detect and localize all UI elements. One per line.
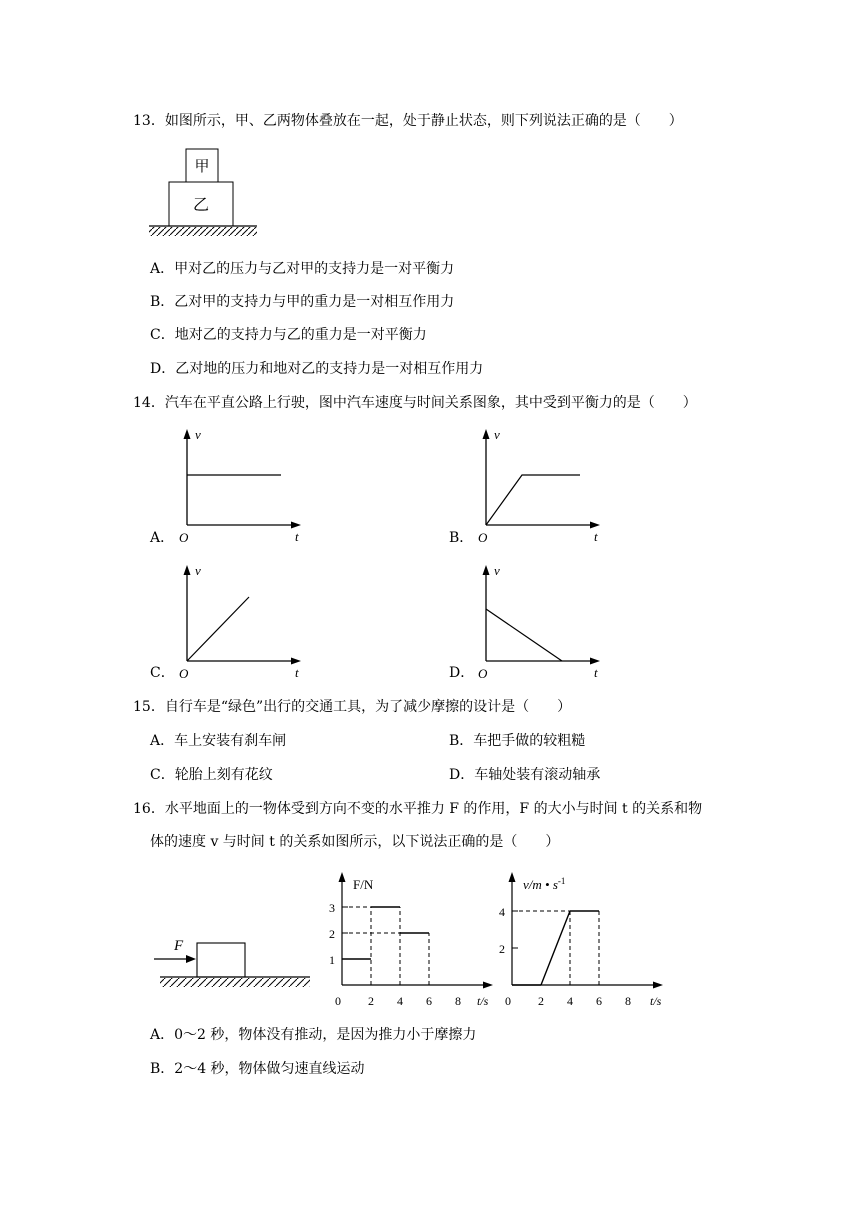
graph-d-line [486, 609, 562, 661]
x-axis-label: t [295, 529, 299, 544]
ft-x-tick-label: 6 [426, 994, 432, 1008]
vt-data-segment [541, 911, 570, 985]
q14-graph-d [474, 561, 609, 679]
upper-block-label: 甲 [194, 159, 210, 175]
ft-y-tick-label: 2 [329, 927, 335, 941]
ft-plot-layer [329, 901, 461, 1008]
lower-block-label: 乙 [192, 197, 210, 214]
vt-x-tick-label: 4 [567, 994, 573, 1008]
y-axis-label: v [494, 563, 500, 578]
x-axis-label: t [295, 665, 299, 680]
q16-push-figure [150, 930, 320, 1000]
ft-x-tick-label: 8 [455, 994, 461, 1008]
force-label: F [174, 938, 184, 954]
ft-x-axis-label: t/s [477, 994, 489, 1008]
q15-option-d: D．车轴处装有滚动轴承 [449, 767, 601, 783]
pushed-block [197, 943, 245, 977]
q15-option-c: C．轮胎上刻有花纹 [150, 767, 273, 783]
origin-label: O [478, 530, 488, 545]
x-axis-label: t [594, 665, 598, 680]
q14-option-c-label: C． [150, 665, 175, 681]
ft-y-axis-label: F/N [353, 877, 374, 892]
ft-x-tick-label: 2 [368, 994, 374, 1008]
vt-x-tick-label: 2 [538, 994, 544, 1008]
vt-y-axis-label [523, 876, 565, 892]
ft-y-tick-label: 3 [329, 901, 335, 915]
vt-y-tick-label: 2 [499, 942, 505, 956]
q16-force-time-graph [325, 868, 505, 1008]
vt-x-tick-label: 6 [596, 994, 602, 1008]
q14-option-d-label: D． [449, 665, 475, 681]
graph-b-line [486, 475, 580, 525]
graph-c-line [187, 597, 249, 661]
ft-x-tick-label: 4 [397, 994, 403, 1008]
origin-label: O [179, 666, 189, 681]
origin-label: O [478, 666, 488, 681]
ft-x-tick-label: 0 [335, 994, 341, 1008]
q13-stacked-blocks-figure [140, 145, 270, 245]
ft-y-tick-label: 1 [329, 953, 335, 967]
vt-y-axis-label-sup: -1 [557, 876, 566, 886]
q13-option-d: D．乙对地的压力和地对乙的支持力是一对相互作用力 [150, 361, 484, 377]
vt-x-tick-label: 0 [505, 994, 511, 1008]
q13-option-a: A．甲对乙的压力与乙对甲的支持力是一对平衡力 [150, 261, 455, 277]
q14-option-a-label: A． [150, 530, 175, 546]
q15-option-a: A．车上安装有刹车闸 [150, 733, 287, 749]
y-axis-label: v [195, 427, 201, 442]
q16-option-a: A．0～2 秒，物体没有推动，是因为推力小于摩擦力 [150, 1027, 477, 1043]
vt-y-tick-label: 4 [499, 905, 505, 919]
q16-option-b: B．2～4 秒，物体做匀速直线运动 [150, 1061, 365, 1077]
ground-hatching [149, 227, 257, 236]
q16-stem-line1: 16．水平地面上的一物体受到方向不变的水平推力 F 的作用，F 的大小与时间 t 的关系和物 [133, 801, 703, 817]
q15-stem: 15．自行车是“绿色”出行的交通工具，为了减少摩擦的设计是（ ） [133, 699, 572, 715]
q13-stem: 13．如图所示，甲、乙两物体叠放在一起，处于静止状态，则下列说法正确的是（ ） [133, 113, 683, 129]
x-axis-label: t [594, 529, 598, 544]
q15-option-b: B．车把手做的较粗糙 [449, 733, 586, 749]
q16-stem-line2: 体的速度 v 与时间 t 的关系如图所示，以下说法正确的是（ ） [150, 834, 560, 850]
q14-graph-b [474, 425, 609, 543]
q14-graph-c [175, 561, 310, 679]
y-axis-label: v [494, 427, 500, 442]
q13-option-c: C．地对乙的支持力与乙的重力是一对平衡力 [150, 327, 427, 343]
origin-label: O [179, 530, 189, 545]
y-axis-label: v [195, 563, 201, 578]
vt-plot-layer [499, 905, 631, 1008]
q14-graph-a [175, 425, 310, 543]
q16-velocity-time-graph [495, 868, 685, 1008]
vt-x-axis-label: t/s [650, 994, 662, 1008]
vt-x-tick-label: 8 [625, 994, 631, 1008]
vt-y-axis-label-text: v/m • s [523, 877, 558, 892]
q14-option-b-label: B． [449, 530, 474, 546]
ground-hatching [160, 978, 310, 987]
q13-option-b: B．乙对甲的支持力与甲的重力是一对相互作用力 [150, 294, 455, 310]
q14-stem: 14．汽车在平直公路上行驶，图中汽车速度与时间关系图象，其中受到平衡力的是（ ） [133, 395, 697, 411]
